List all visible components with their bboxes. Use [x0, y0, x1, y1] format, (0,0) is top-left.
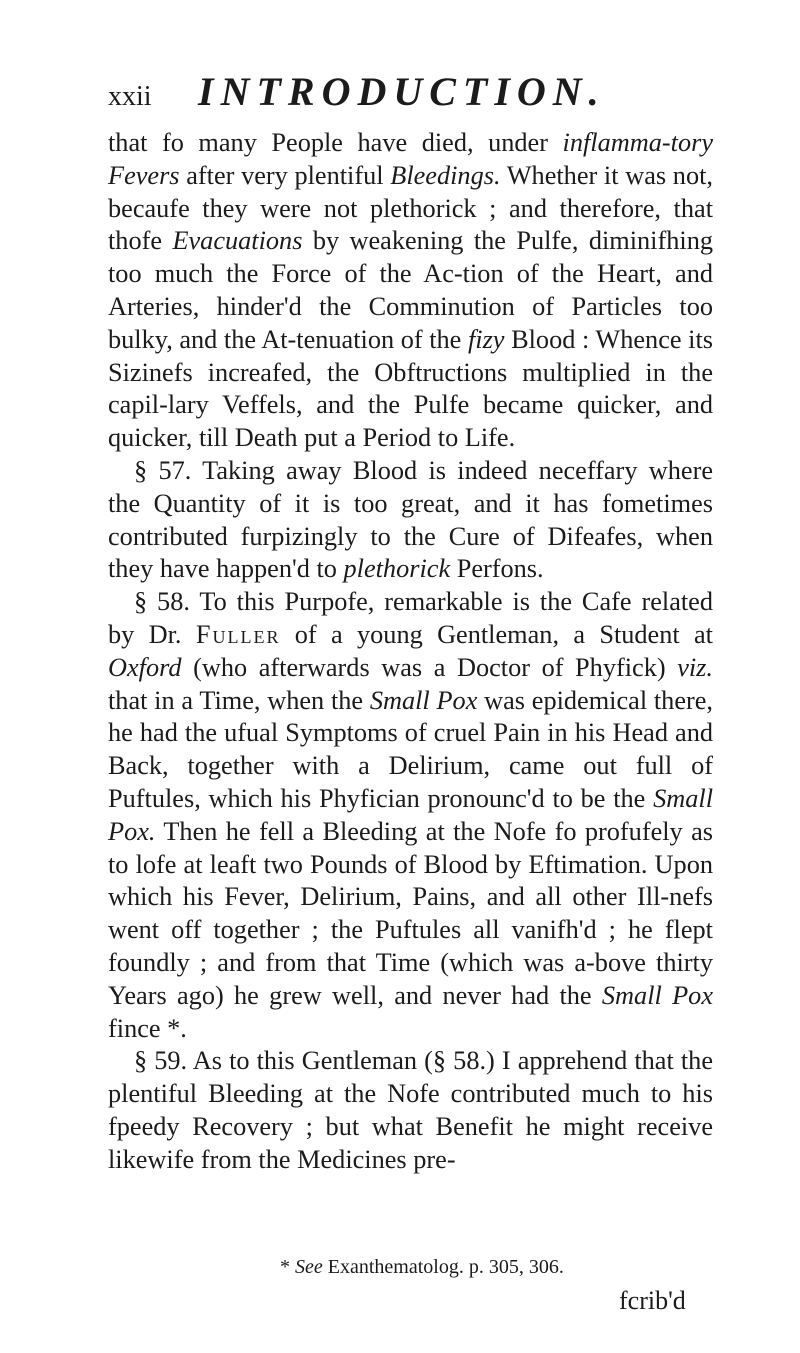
text-span: fince *.: [108, 1013, 187, 1043]
page-header: [108, 68, 708, 118]
text-span: that fo many People have died, under: [108, 128, 563, 157]
text-span: viz.: [677, 652, 713, 682]
text-span: Whether it was not, becaufe they were not plethorick ; and therefore, that thofe: [108, 160, 713, 256]
footnote-text: Exanthematolog. p. 305, 306.: [327, 1256, 564, 1278]
paragraph: [108, 127, 713, 455]
text-span: § 59. As to this Gentleman (§ 58.) I apprehend that the plentiful Bleeding at the Nofe contributed much to his fpeedy Recovery ; but what Benefit he might receive likewife from the Medicines pre-: [108, 1046, 713, 1174]
catchword: fcrib'd: [619, 1286, 686, 1315]
text-span: Blood : Whence its Sizinefs increafed, the Obftructions multiplied in the capil-lary Veffels, and the Pulfe became quicker, and quicker, till Death put a Period to Life.: [108, 324, 713, 453]
text-span: Oxford: [108, 652, 182, 682]
paragraph: [108, 455, 713, 586]
text-span: fizy: [467, 324, 505, 354]
footnote-marker: *: [280, 1256, 290, 1278]
text-span: Small Pox.: [108, 783, 713, 846]
paragraph: [108, 1045, 713, 1176]
text-span: after very plentiful: [179, 160, 391, 190]
text-span: Small Pox: [601, 980, 713, 1010]
text-span: (who afterwards was a Doctor of Phyfick): [181, 652, 678, 682]
text-span: Small Pox: [369, 685, 478, 715]
running-title: INTRODUCTION.: [198, 69, 606, 114]
text-span: inflamma-tory Fevers: [108, 128, 713, 190]
text-span: by weakening the Pulfe, diminifhing too much the Force of the Ac-tion of the Heart, and Arteries, hinder'd the Comminution of Particles too bulky, and the At-tenuation of the: [108, 226, 714, 354]
text-span: of a young Gentleman, a Student at: [280, 619, 713, 649]
text-span: Then he fell a Bleeding at the Nofe fo profufely as to lofe at leaft two Pounds of Blood by Eftimation. Upon which his Fever, Delirium, Pains, and all other Ill-nefs went off together ; the Puftules all vanifh'd ; he flept foundly ; and from that Time (which was a-bove thirty Years ago) he grew well, and never had the: [108, 816, 713, 1010]
text-span: Fuller: [195, 619, 281, 649]
text-span: Evacuations: [172, 226, 303, 256]
paragraph: [108, 586, 713, 1045]
text-span: was epidemical there, he had the ufual Symptoms of cruel Pain in his Head and Back, together with a Delirium, came out full of Puftules, which his Phyfician pronounc'd to be the: [108, 685, 714, 813]
text-span: plethorick: [343, 554, 451, 584]
text-span: Bleedings.: [390, 160, 501, 190]
text-span: § 58. To this Purpofe, remarkable is the Cafe related by Dr.: [108, 587, 713, 649]
footnote: [280, 1256, 564, 1279]
page-number: xxii: [108, 81, 152, 112]
text-span: Perfons.: [450, 554, 544, 584]
text-span: that in a Time, when the: [108, 685, 370, 715]
body-text: [108, 127, 713, 1177]
footnote-see: See: [295, 1256, 323, 1278]
text-span: § 57. Taking away Blood is indeed neceffary where the Quantity of it is too great, and it has fometimes contributed furpizingly to the Cure of Difeafes, when they have happen'd to: [108, 455, 713, 584]
